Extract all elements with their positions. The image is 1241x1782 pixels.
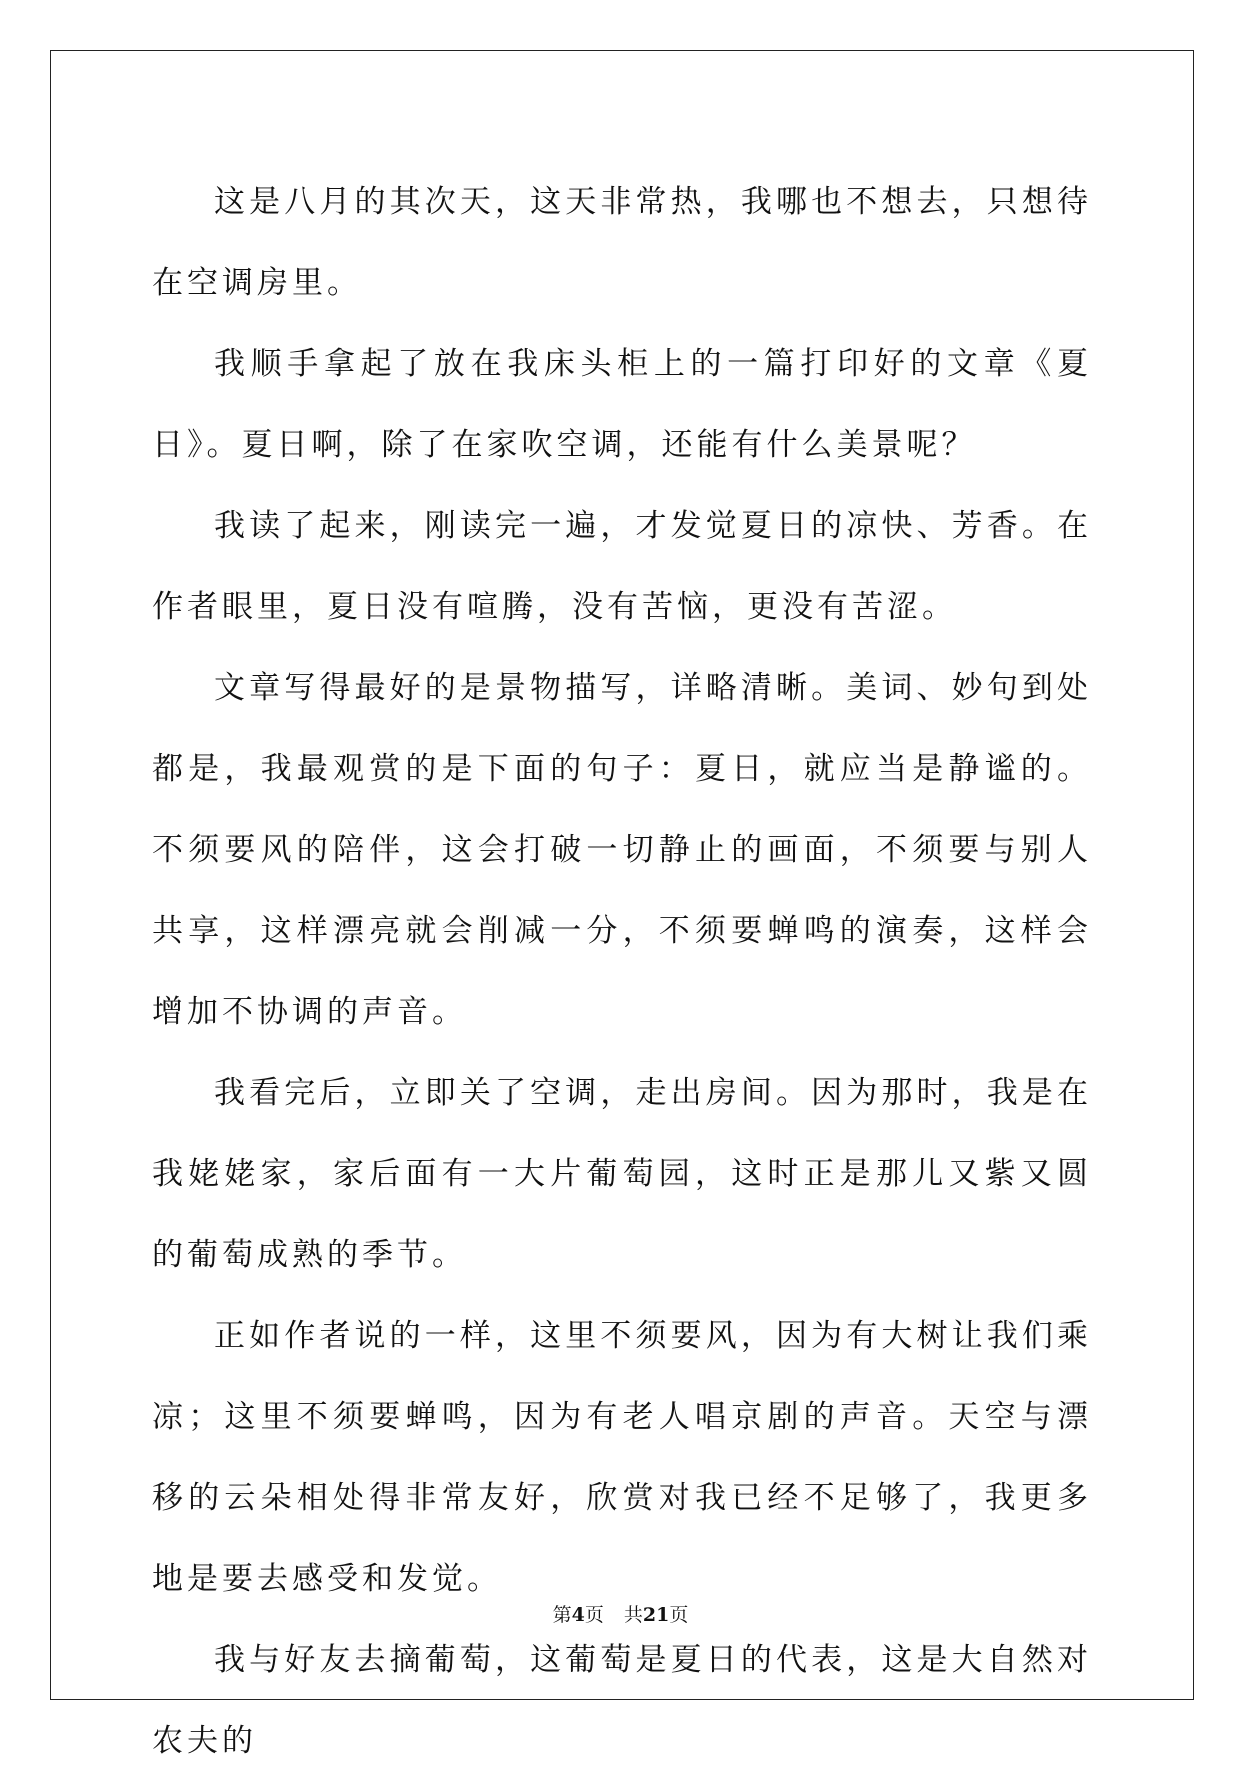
paragraph: 我与好友去摘葡萄，这葡萄是夏日的代表，这是大自然对农夫的 <box>152 1642 1092 1759</box>
paragraph: 正如作者说的一样，这里不须要风，因为有大树让我们乘凉；这里不须要蝉鸣，因为有老人唱京剧的声音。天空与漂移的云朵相处得非常友好，欣赏对我已经不足够了，我更多地是要去感受和发觉。 <box>152 1318 1092 1597</box>
document-body <box>152 162 1092 1782</box>
paragraph: 我读了起来，刚读完一遍，才发觉夏日的凉快、芳香。在作者眼里，夏日没有喧腾，没有苦恼，更没有苦涩。 <box>152 508 1092 625</box>
paragraph: 我看完后，立即关了空调，走出房间。因为那时，我是在我姥姥家，家后面有一大片葡萄园，这时正是那儿又紫又圆的葡萄成熟的季节。 <box>152 1075 1092 1273</box>
paragraph: 我顺手拿起了放在我床头柜上的一篇打印好的文章《夏日》。夏日啊，除了在家吹空调，还能有什么美景呢？ <box>152 346 1092 463</box>
total-prefix: 共 <box>623 1604 643 1626</box>
paragraph: 这是八月的其次天，这天非常热，我哪也不想去，只想待在空调房里。 <box>152 184 1092 301</box>
page-current: 4 <box>571 1604 585 1626</box>
page-footer <box>0 1600 1241 1627</box>
total-suffix: 页 <box>669 1604 689 1626</box>
page-mid: 页 <box>584 1604 604 1626</box>
paragraph: 文章写得最好的是景物描写，详略清晰。美词、妙句到处都是，我最观赏的是下面的句子：夏日，就应当是静谧的。不须要风的陪伴，这会打破一切静止的画面，不须要与别人共享，这样漂亮就会削减一分，不须要蝉鸣的演奏，这样会增加不协调的声音。 <box>152 670 1092 1030</box>
page-total: 21 <box>642 1604 670 1626</box>
page-prefix: 第 <box>552 1604 572 1626</box>
